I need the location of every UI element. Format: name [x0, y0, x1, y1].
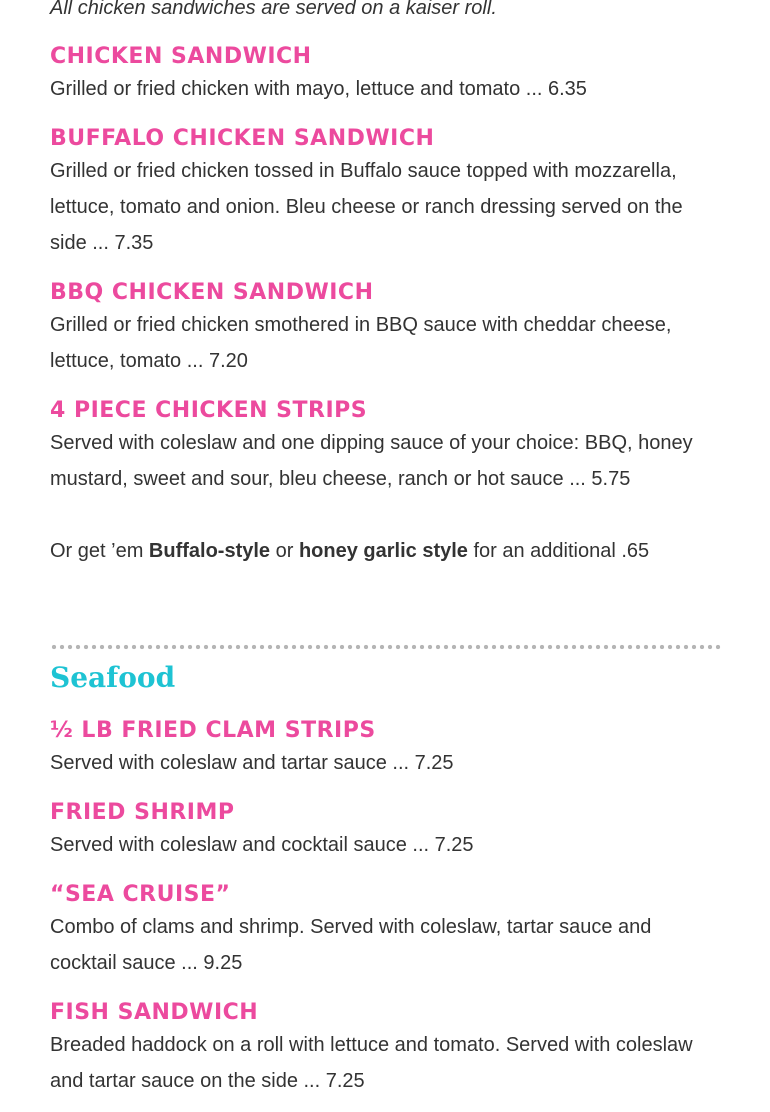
menu-item-desc-fried-clam-strips: Served with coleslaw and tartar sauce ... 7.25: [50, 752, 454, 774]
addon-option-honey-garlic: honey garlic style: [298, 540, 468, 562]
menu-item-title-chicken-sandwich: CHICKEN SANDWICH: [50, 44, 312, 69]
menu-item-title-fried-clam-strips: ½ LB FRIED CLAM STRIPS: [50, 718, 376, 743]
menu-item-desc-bbq-chicken-sandwich: Grilled or fried chicken smothered in BBQ sauce with cheddar cheese, lettuce, tomato ... 7.20: [50, 314, 672, 372]
menu-item-desc-sea-cruise: Combo of clams and shrimp. Served with coleslaw, tartar sauce and cocktail sauce ... 9.25: [50, 916, 652, 974]
menu-item-desc-chicken-strips: Served with coleslaw and one dipping sauce of your choice: BBQ, honey mustard, sweet and sour, bleu cheese, ranch or hot sauce ... 5.75: [50, 432, 693, 490]
menu-item-title-sea-cruise: “SEA CRUISE”: [50, 882, 231, 907]
section-divider: [50, 644, 722, 650]
section-title-seafood: Seafood: [50, 661, 176, 694]
menu-item-title-bbq-chicken-sandwich: BBQ CHICKEN SANDWICH: [50, 280, 374, 305]
addon-option-buffalo: Buffalo-style: [148, 540, 271, 562]
menu-item-desc-buffalo-chicken-sandwich: Grilled or fried chicken tossed in Buffalo sauce topped with mozzarella, lettuce, tomato and onion. Bleu cheese or ranch dressing served on the side ... 7.35: [50, 160, 683, 254]
menu-item-desc-chicken-sandwich: Grilled or fried chicken with mayo, lettuce and tomato ... 6.35: [50, 78, 587, 100]
menu-item-desc-fish-sandwich: Breaded haddock on a roll with lettuce and tomato. Served with coleslaw and tartar sauce on the side ... 7.25: [50, 1034, 693, 1092]
addon-mid: or: [270, 540, 299, 562]
menu-item-title-fried-shrimp: FRIED SHRIMP: [50, 800, 235, 825]
chicken-intro-note: All chicken sandwiches are served on a kaiser roll.: [50, 0, 497, 19]
addon-prefix: Or get ’em: [50, 540, 149, 562]
menu-item-desc-fried-shrimp: Served with coleslaw and cocktail sauce ... 7.25: [50, 834, 474, 856]
menu-item-title-chicken-strips: 4 PIECE CHICKEN STRIPS: [50, 398, 368, 423]
menu-item-title-buffalo-chicken-sandwich: BUFFALO CHICKEN SANDWICH: [50, 126, 435, 151]
addon-suffix: for an additional .65: [467, 540, 650, 562]
chicken-strips-addon-note: [50, 533, 718, 569]
menu-item-title-fish-sandwich: FISH SANDWICH: [50, 1000, 259, 1025]
